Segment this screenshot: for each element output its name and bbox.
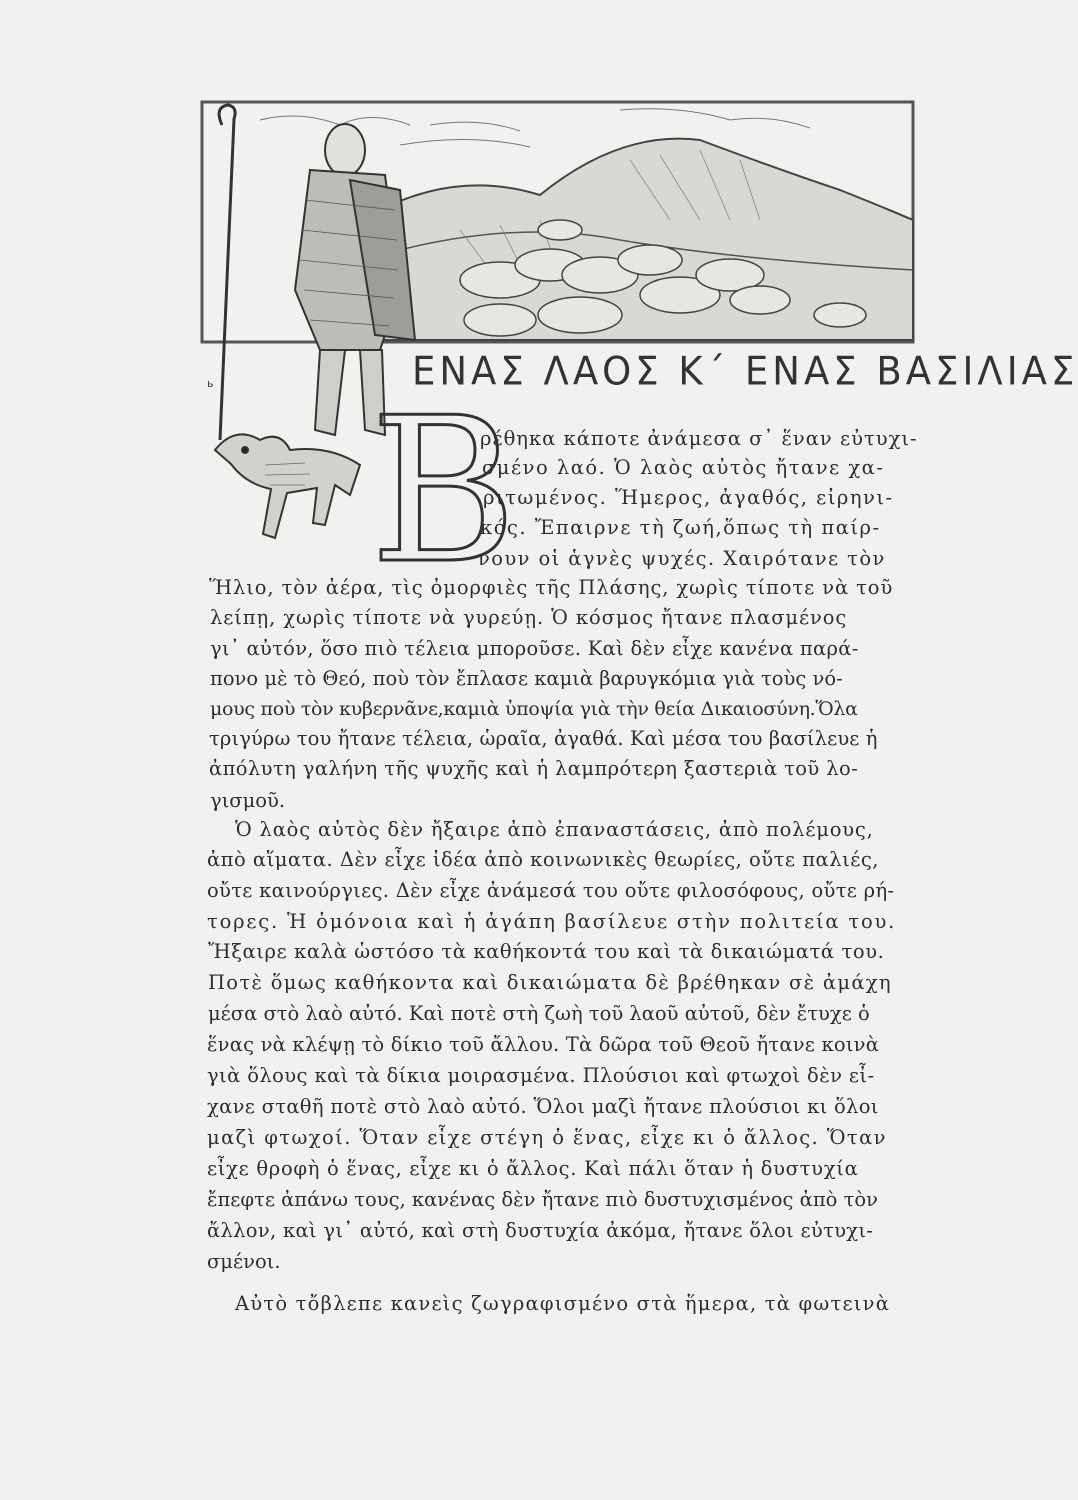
text-line: χανε σταθῆ ποτὲ στὸ λαὸ αὐτό. Ὅλοι μαζὶ ἤτανε πλούσιοι κι ὅλοι [207, 1095, 879, 1118]
drop-cap-letter: Β [370, 375, 517, 608]
text-line: νουν οἱ ἁγνὲς ψυχές. Χαιρότανε τὸν [478, 547, 886, 570]
text-line: γιὰ ὅλους καὶ τὰ δίκια μοιρασμένα. Πλούσιοι καὶ φτωχοὶ δὲν εἶ- [207, 1064, 875, 1087]
text-line: λείπῃ, χωρὶς τίποτε νὰ γυρεύῃ. Ὁ κόσμος ἤτανε πλασμένος [210, 606, 848, 629]
stray-mark: ь [207, 377, 214, 390]
text-line: ριτωμένος. Ἥμερος, ἀγαθός, εἰρηνι- [483, 486, 894, 509]
text-line: οὔτε καινούργιες. Δὲν εἶχε ἀνάμεσά του οὔτε φιλοσόφους, οὔτε ρή- [207, 879, 895, 902]
text-line: μους ποὺ τὸν κυβερνᾶνε,καμιὰ ὑποψία γιὰ τὴν θεία Δικαιοσύνη.Ὅλα [210, 698, 858, 720]
text-line: μαζὶ φτωχοί. Ὅταν εἶχε στέγη ὁ ἕνας, εἶχε κι ὁ ἄλλος. Ὅταν [207, 1126, 887, 1149]
chapter-title: ΕΝΑΣ ΛΑΟΣ Κ΄ ΕΝΑΣ ΒΑΣΙΛΙΑΣ [412, 348, 1078, 394]
text-line: Ἤξαιρε καλὰ ὡστόσο τὰ καθήκοντά του καὶ τὰ δικαιώματά του. [208, 940, 885, 963]
text-line: γι᾽ αὐτόν, ὅσο πιὸ τέλεια μποροῦσε. Καὶ δὲν εἶχε κανένα παρά- [210, 637, 859, 660]
text-line: τριγύρω του ἤτανε τέλεια, ὡραῖα, ἀγαθά. Καὶ μέσα του βασίλευε ἡ [209, 727, 878, 750]
text-line: κός. Ἔπαιρνε τὴ ζωή,ὅπως τὴ παίρ- [480, 516, 881, 539]
text-line: ἄλλον, καὶ γι᾽ αὐτό, καὶ στὴ δυστυχία ἀκόμα, ἤτανε ὅλοι εὐτυχι- [207, 1219, 874, 1242]
text-line: γισμοῦ. [210, 789, 286, 812]
text-line: Αὐτὸ τὄβλεπε κανεὶς ζωγραφισμένο στὰ ἥμερα, τὰ φωτεινὰ [235, 1292, 891, 1315]
text-line: εἶχε θροφὴ ὁ ἕνας, εἶχε κι ὁ ἄλλος. Καὶ πάλι ὅταν ἡ δυστυχία [207, 1157, 859, 1180]
text-line: ἀπὸ αἵματα. Δὲν εἶχε ἰδέα ἀπὸ κοινωνικὲς θεωρίες, οὔτε παλιές, [207, 848, 879, 871]
text-line: πονο μὲ τὸ Θεό, ποὺ τὸν ἔπλασε καμιὰ βαρυγκόμια γιὰ τοὺς νό- [210, 667, 843, 690]
text-line: Ἥλιο, τὸν ἀέρα, τὶς ὀμορφιὲς τῆς Πλάσης, χωρὶς τίποτε νὰ τοῦ [209, 576, 894, 599]
text-line: τορες. Ἡ ὁμόνοια καὶ ἡ ἀγάπη βασίλευε στὴν πολιτεία του. [207, 910, 897, 933]
text-line: σμένοι. [207, 1250, 281, 1273]
dog-and-drop-cap-illustration [205, 375, 517, 608]
text-line: ἀπόλυτη γαλήνη τῆς ψυχῆς καὶ ἡ λαμπρότερη ξαστεριὰ τοῦ λο- [209, 757, 859, 780]
text-line: Ὁ λαὸς αὐτὸς δὲν ἤξαιρε ἀπὸ ἐπαναστάσεις, ἀπὸ πολέμους, [235, 818, 874, 841]
text-line: Ποτὲ ὅμως καθήκοντα καὶ δικαιώματα δὲ βρέθηκαν σὲ ἀμάχη [208, 971, 892, 994]
text-line: ἔπεφτε ἀπάνω τους, κανένας δὲν ἤτανε πιὸ δυστυχισμένος ἀπὸ τὸν [207, 1188, 878, 1211]
text-line: μέσα στὸ λαὸ αὐτό. Καὶ ποτὲ στὴ ζωὴ τοῦ λαοῦ αὐτοῦ, δὲν ἔτυχε ὁ [208, 1002, 870, 1025]
text-line: ἕνας νὰ κλέψῃ τὸ δίκιο τοῦ ἄλλου. Τὰ δῶρα τοῦ Θεοῦ ἤτανε κοινὰ [207, 1033, 880, 1056]
text-line: σμένο λαό. Ὁ λαὸς αὐτὸς ἤτανε χα- [482, 456, 885, 479]
text-line: ρέθηκα κάποτε ἀνάμεσα σ᾽ ἕναν εὐτυχι- [480, 427, 918, 450]
